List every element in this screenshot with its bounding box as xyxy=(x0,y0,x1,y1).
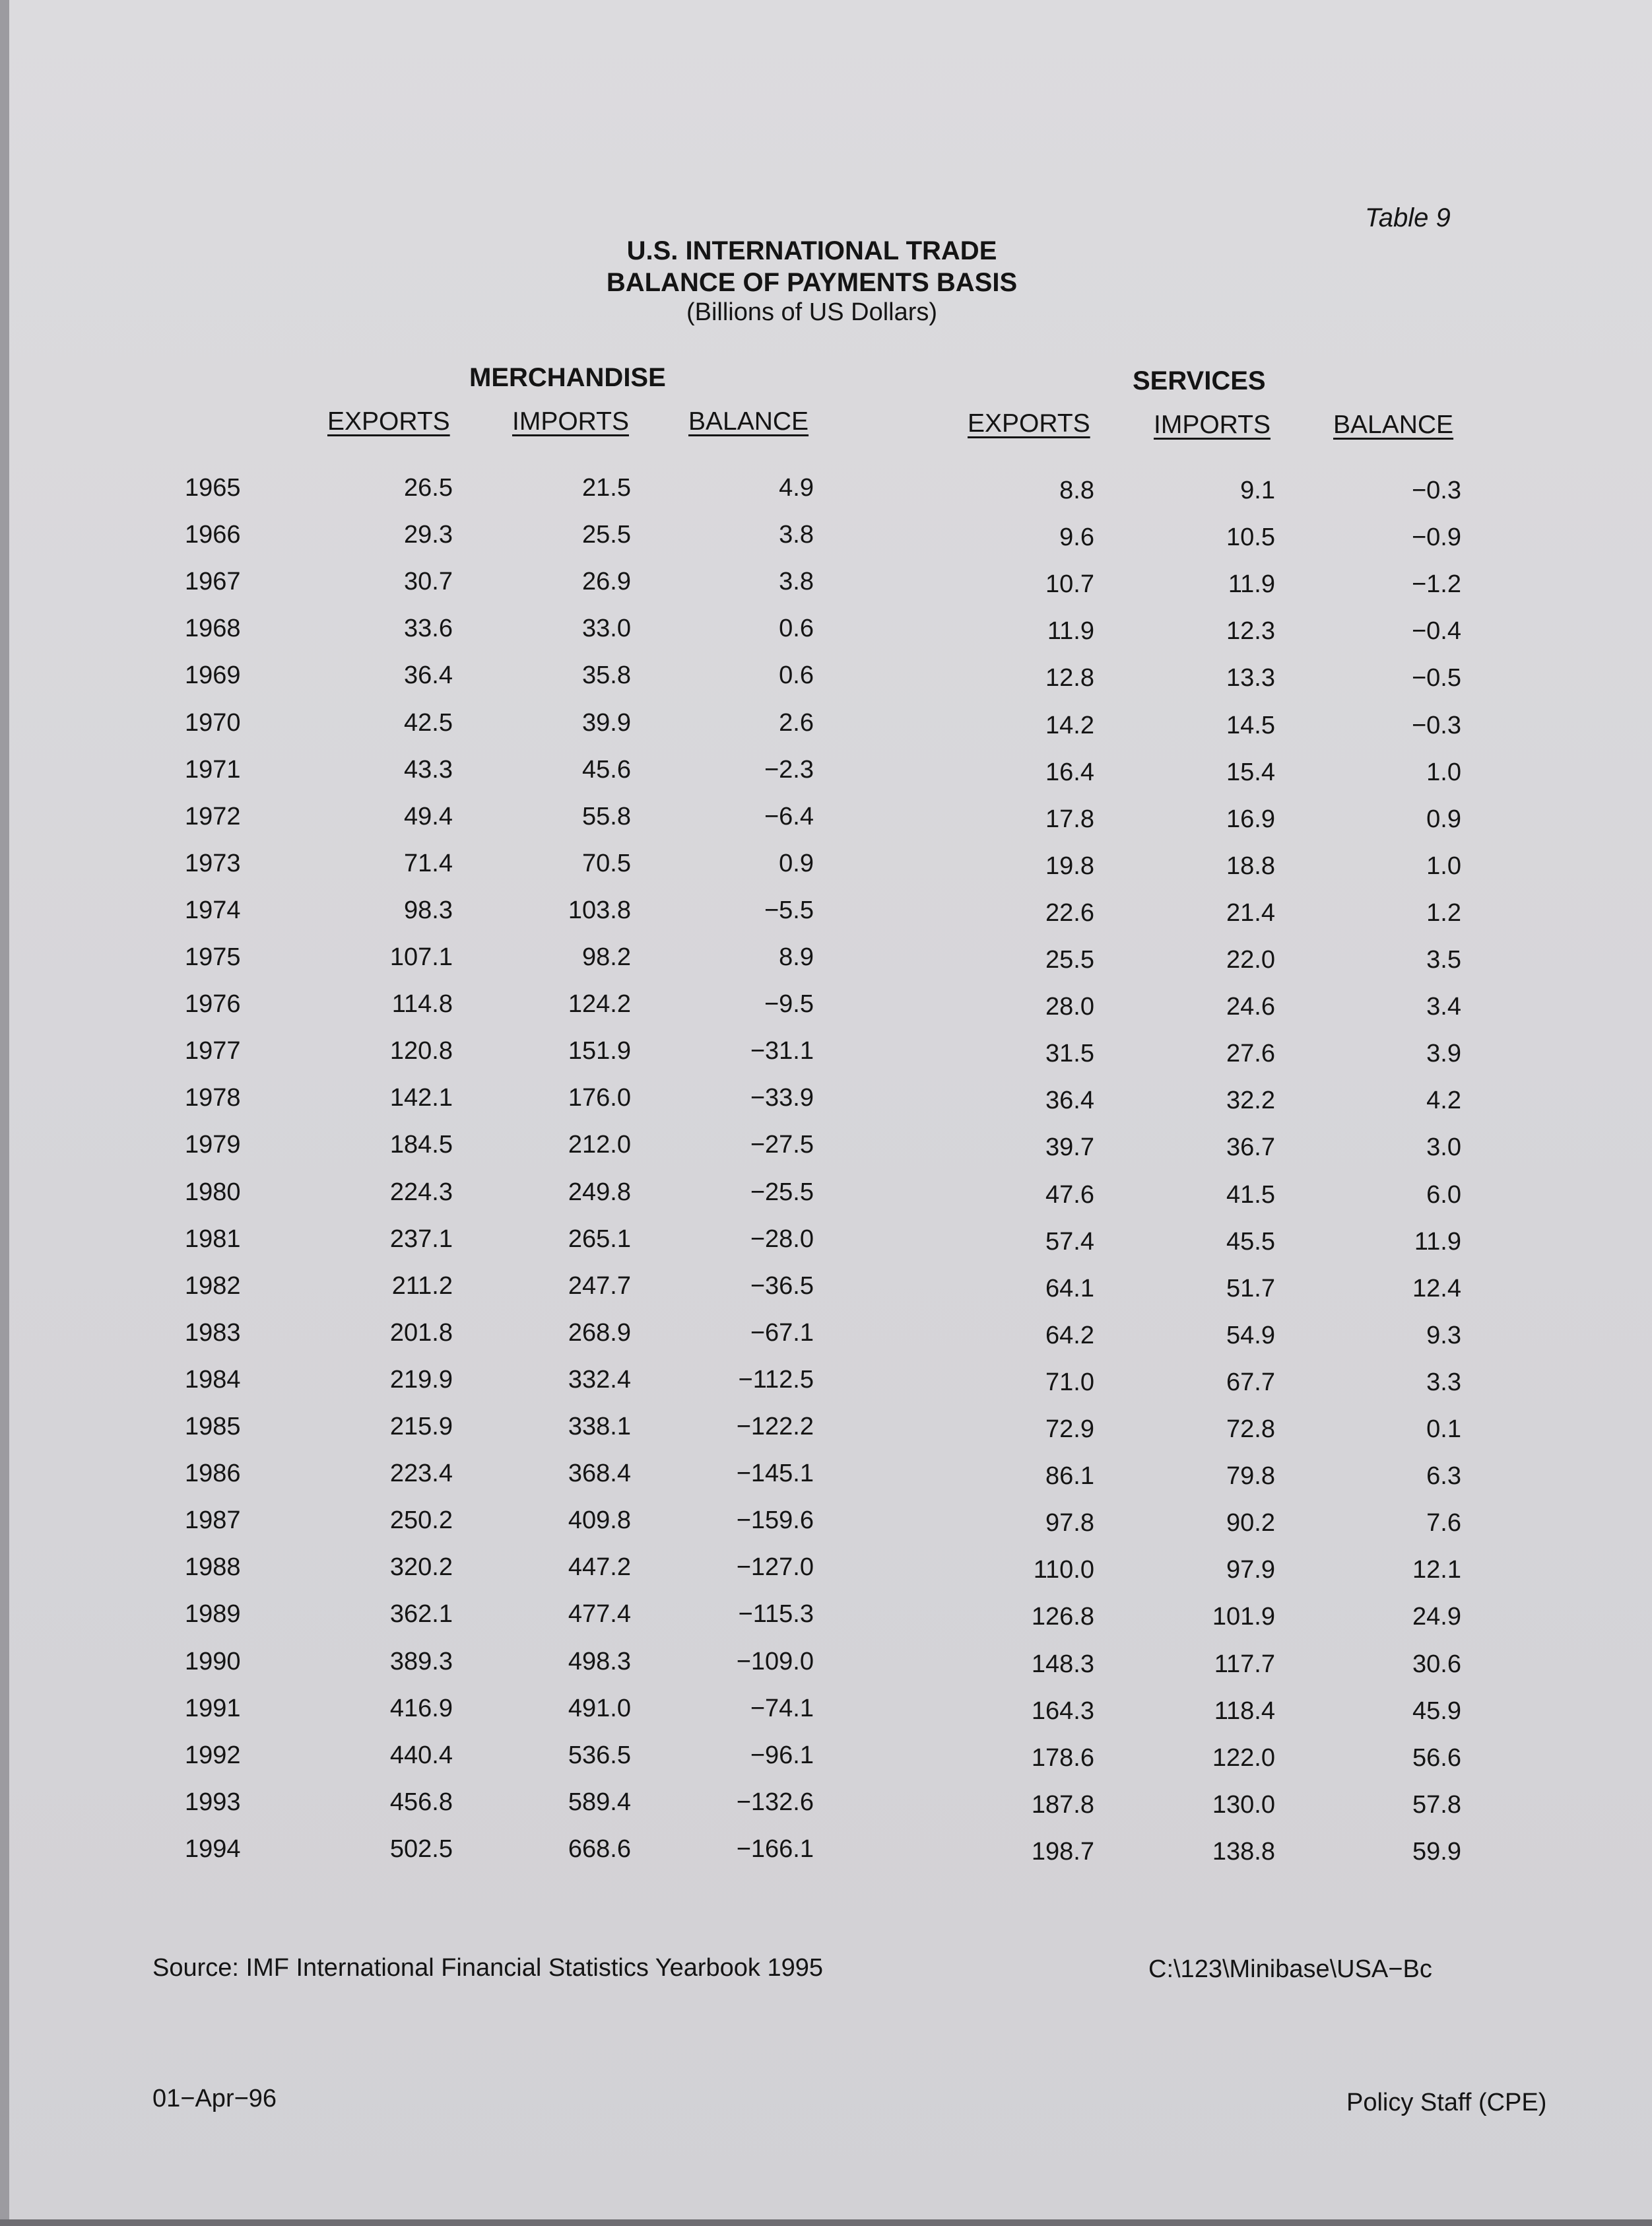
merch-imports-cell: 35.8 xyxy=(582,661,631,690)
serv-imports-cell: 15.4 xyxy=(1226,758,1275,786)
year-cell: 1969 xyxy=(185,661,241,690)
year-cell: 1988 xyxy=(185,1553,241,1582)
serv-imports-cell: 16.9 xyxy=(1226,805,1275,833)
year-cell: 1975 xyxy=(185,943,241,971)
merch-balance-cell: −132.6 xyxy=(736,1788,814,1816)
serv-imports-cell: 41.5 xyxy=(1226,1180,1275,1209)
year-cell: 1970 xyxy=(185,708,241,737)
merch-exports-cell: 223.4 xyxy=(389,1460,453,1488)
serv-exports-cell: 64.2 xyxy=(1045,1321,1094,1349)
serv-balance-cell: 3.0 xyxy=(1426,1133,1461,1162)
merch-balance-cell: −74.1 xyxy=(750,1694,814,1722)
serv-balance-cell: 3.3 xyxy=(1426,1368,1461,1396)
year-cell: 1992 xyxy=(185,1741,241,1769)
serv-imports-cell: 90.2 xyxy=(1226,1509,1275,1537)
serv-imports-cell: 45.5 xyxy=(1226,1227,1275,1256)
merch-balance-cell: −5.5 xyxy=(764,896,814,924)
merch-balance-cell: −159.6 xyxy=(736,1506,814,1535)
merch-imports-cell: 668.6 xyxy=(568,1835,631,1863)
merchandise-imports-header: IMPORTS xyxy=(512,407,629,436)
merch-balance-cell: −109.0 xyxy=(736,1647,814,1675)
serv-balance-cell: 45.9 xyxy=(1412,1697,1461,1725)
serv-imports-cell: 67.7 xyxy=(1226,1368,1275,1396)
year-cell: 1989 xyxy=(185,1600,241,1629)
year-cell: 1980 xyxy=(185,1178,241,1206)
year-cell: 1977 xyxy=(185,1037,241,1065)
serv-balance-cell: −0.9 xyxy=(1411,523,1461,552)
merch-exports-cell: 43.3 xyxy=(404,755,453,784)
merch-imports-cell: 151.9 xyxy=(568,1037,631,1065)
serv-imports-cell: 51.7 xyxy=(1226,1274,1275,1302)
serv-balance-cell: 1.2 xyxy=(1426,898,1461,927)
merch-balance-cell: −28.0 xyxy=(750,1225,814,1253)
scan-edge-bottom xyxy=(0,2219,1652,2226)
author-line: Policy Staff (CPE) xyxy=(1346,2089,1547,2116)
year-cell: 1983 xyxy=(185,1318,241,1347)
serv-balance-cell: 12.1 xyxy=(1412,1556,1461,1584)
merch-imports-cell: 368.4 xyxy=(568,1460,631,1488)
year-cell: 1966 xyxy=(185,521,241,549)
merch-imports-cell: 39.9 xyxy=(582,708,631,737)
merch-imports-cell: 332.4 xyxy=(568,1365,631,1394)
merch-imports-cell: 176.0 xyxy=(568,1084,631,1112)
merch-balance-cell: −96.1 xyxy=(750,1741,814,1769)
merch-exports-cell: 98.3 xyxy=(404,896,453,924)
merch-exports-cell: 26.5 xyxy=(404,474,453,502)
merch-exports-cell: 250.2 xyxy=(389,1506,453,1535)
serv-balance-cell: −0.3 xyxy=(1411,477,1461,504)
serv-balance-cell: 0.1 xyxy=(1426,1415,1461,1443)
serv-imports-cell: 130.0 xyxy=(1212,1790,1275,1819)
merch-balance-cell: −6.4 xyxy=(764,802,814,830)
serv-exports-cell: 28.0 xyxy=(1045,993,1094,1021)
year-cell: 1972 xyxy=(185,802,241,830)
merch-imports-cell: 124.2 xyxy=(568,990,631,1019)
serv-balance-cell: 24.9 xyxy=(1412,1603,1461,1631)
year-cell: 1976 xyxy=(185,990,241,1019)
year-cell: 1981 xyxy=(185,1225,241,1253)
services-heading: SERVICES xyxy=(1133,366,1266,395)
serv-exports-cell: 86.1 xyxy=(1045,1462,1094,1491)
merch-imports-cell: 447.2 xyxy=(568,1553,631,1582)
merch-balance-cell: −2.3 xyxy=(764,755,814,784)
serv-exports-cell: 198.7 xyxy=(1031,1837,1094,1866)
serv-balance-cell: 11.9 xyxy=(1414,1227,1461,1256)
serv-exports-cell: 187.8 xyxy=(1031,1790,1094,1819)
serv-balance-cell: 3.9 xyxy=(1426,1040,1461,1068)
merch-imports-cell: 536.5 xyxy=(568,1741,631,1769)
merch-balance-cell: −31.1 xyxy=(750,1037,814,1065)
serv-imports-cell: 13.3 xyxy=(1226,664,1275,692)
serv-exports-cell: 8.8 xyxy=(1059,477,1094,504)
merch-exports-cell: 224.3 xyxy=(389,1178,453,1206)
serv-imports-cell: 138.8 xyxy=(1212,1837,1275,1866)
serv-imports-cell: 32.2 xyxy=(1226,1087,1275,1115)
merch-exports-cell: 142.1 xyxy=(389,1084,453,1112)
file-path: C:\123\Minibase\USA−Bc xyxy=(1148,1955,1432,1983)
serv-balance-cell: 1.0 xyxy=(1426,758,1461,786)
serv-balance-cell: −0.3 xyxy=(1411,711,1461,739)
serv-imports-cell: 101.9 xyxy=(1212,1603,1275,1631)
serv-balance-cell: 1.0 xyxy=(1426,852,1461,880)
services-exports-header: EXPORTS xyxy=(968,409,1090,438)
merch-exports-cell: 120.8 xyxy=(389,1037,453,1065)
merch-balance-cell: −112.5 xyxy=(738,1365,814,1394)
serv-imports-cell: 22.0 xyxy=(1226,946,1275,974)
table-number: Table 9 xyxy=(1365,203,1451,232)
serv-exports-cell: 39.7 xyxy=(1045,1133,1094,1162)
year-cell: 1979 xyxy=(185,1131,241,1159)
serv-exports-cell: 148.3 xyxy=(1031,1650,1094,1678)
merch-imports-cell: 477.4 xyxy=(568,1600,631,1629)
year-cell: 1968 xyxy=(185,615,241,643)
scan-edge-left xyxy=(0,0,9,2226)
merch-exports-cell: 30.7 xyxy=(404,568,453,596)
merch-balance-cell: 3.8 xyxy=(779,568,814,596)
serv-imports-cell: 12.3 xyxy=(1226,617,1275,646)
year-cell: 1991 xyxy=(185,1694,241,1722)
merch-exports-cell: 320.2 xyxy=(389,1553,453,1582)
merch-balance-cell: −9.5 xyxy=(764,990,814,1019)
serv-exports-cell: 10.7 xyxy=(1045,570,1094,599)
merch-balance-cell: −127.0 xyxy=(736,1553,814,1582)
merch-imports-cell: 55.8 xyxy=(582,802,631,830)
merch-exports-cell: 71.4 xyxy=(404,849,453,877)
merch-imports-cell: 25.5 xyxy=(582,521,631,549)
merch-balance-cell: −166.1 xyxy=(736,1835,814,1863)
year-cell: 1978 xyxy=(185,1084,241,1112)
serv-balance-cell: 57.8 xyxy=(1412,1790,1461,1819)
year-cell: 1971 xyxy=(185,755,241,784)
year-cell: 1987 xyxy=(185,1506,241,1535)
serv-balance-cell: 30.6 xyxy=(1412,1650,1461,1678)
year-cell: 1982 xyxy=(185,1271,241,1300)
year-cell: 1985 xyxy=(185,1413,241,1440)
merch-exports-cell: 440.4 xyxy=(389,1741,453,1769)
merch-exports-cell: 114.8 xyxy=(391,990,453,1019)
merch-balance-cell: −25.5 xyxy=(750,1178,814,1206)
serv-imports-cell: 24.6 xyxy=(1226,993,1275,1021)
year-cell: 1984 xyxy=(185,1365,241,1394)
merch-exports-cell: 29.3 xyxy=(404,521,453,549)
merch-imports-cell: 498.3 xyxy=(568,1647,631,1675)
merch-exports-cell: 107.1 xyxy=(389,943,453,971)
serv-balance-cell: −0.4 xyxy=(1411,617,1461,646)
serv-exports-cell: 71.0 xyxy=(1045,1368,1094,1396)
serv-exports-cell: 178.6 xyxy=(1031,1743,1094,1772)
merch-exports-cell: 416.9 xyxy=(389,1694,453,1722)
document-date: 01−Apr−96 xyxy=(152,2085,277,2112)
year-cell: 1986 xyxy=(185,1460,241,1488)
serv-balance-cell: 0.9 xyxy=(1426,805,1461,833)
serv-imports-cell: 118.4 xyxy=(1214,1697,1275,1725)
merch-imports-cell: 247.7 xyxy=(568,1271,631,1300)
serv-exports-cell: 110.0 xyxy=(1033,1556,1094,1584)
serv-exports-cell: 57.4 xyxy=(1045,1227,1094,1256)
merchandise-exports-header: EXPORTS xyxy=(327,407,450,436)
serv-exports-cell: 72.9 xyxy=(1045,1415,1094,1443)
merch-exports-cell: 456.8 xyxy=(389,1788,453,1816)
serv-balance-cell: 3.4 xyxy=(1426,993,1461,1021)
merch-exports-cell: 36.4 xyxy=(404,661,453,690)
merch-balance-cell: −27.5 xyxy=(750,1131,814,1159)
merchandise-balance-header: BALANCE xyxy=(688,407,809,436)
merch-imports-cell: 70.5 xyxy=(582,849,631,877)
services-imports-header: IMPORTS xyxy=(1154,411,1271,439)
merch-balance-cell: −33.9 xyxy=(750,1084,814,1112)
merch-imports-cell: 98.2 xyxy=(582,943,631,971)
serv-exports-cell: 31.5 xyxy=(1045,1040,1094,1068)
serv-exports-cell: 126.8 xyxy=(1031,1603,1094,1631)
serv-imports-cell: 14.5 xyxy=(1226,711,1275,739)
merch-balance-cell: 8.9 xyxy=(779,943,814,971)
serv-balance-cell: 3.5 xyxy=(1426,946,1461,974)
serv-balance-cell: −1.2 xyxy=(1411,570,1461,599)
year-cell: 1994 xyxy=(185,1835,241,1863)
serv-exports-cell: 12.8 xyxy=(1045,664,1094,692)
serv-balance-cell: 59.9 xyxy=(1412,1837,1461,1866)
merch-exports-cell: 215.9 xyxy=(389,1413,453,1440)
year-cell: 1974 xyxy=(185,896,241,924)
merch-exports-cell: 33.6 xyxy=(404,615,453,643)
merch-imports-cell: 45.6 xyxy=(582,755,631,784)
serv-exports-cell: 16.4 xyxy=(1045,758,1094,786)
serv-exports-cell: 97.8 xyxy=(1045,1509,1094,1537)
merch-balance-cell: 4.9 xyxy=(779,474,814,502)
merch-balance-cell: −115.3 xyxy=(738,1600,814,1629)
serv-imports-cell: 122.0 xyxy=(1212,1743,1275,1772)
serv-balance-cell: 12.4 xyxy=(1412,1274,1461,1302)
merch-imports-cell: 338.1 xyxy=(568,1413,631,1440)
merch-exports-cell: 201.8 xyxy=(389,1318,453,1347)
merchandise-heading: MERCHANDISE xyxy=(469,363,666,392)
merch-exports-cell: 211.2 xyxy=(391,1271,453,1300)
merch-exports-cell: 362.1 xyxy=(389,1600,453,1629)
merch-imports-cell: 26.9 xyxy=(582,568,631,596)
serv-balance-cell: 6.3 xyxy=(1426,1462,1461,1491)
merch-balance-cell: 0.9 xyxy=(779,849,814,877)
merch-exports-cell: 49.4 xyxy=(404,802,453,830)
serv-imports-cell: 117.7 xyxy=(1214,1650,1275,1678)
title-line-2: BALANCE OF PAYMENTS BASIS xyxy=(606,268,1018,297)
title-line-1: U.S. INTERNATIONAL TRADE xyxy=(626,236,997,265)
merch-exports-cell: 502.5 xyxy=(389,1835,453,1863)
year-cell: 1965 xyxy=(185,474,241,502)
serv-imports-cell: 36.7 xyxy=(1226,1133,1275,1162)
merch-exports-cell: 219.9 xyxy=(389,1365,453,1394)
serv-exports-cell: 25.5 xyxy=(1045,946,1094,974)
merch-balance-cell: −36.5 xyxy=(750,1271,814,1300)
merch-imports-cell: 21.5 xyxy=(582,474,631,502)
serv-imports-cell: 72.8 xyxy=(1226,1415,1275,1443)
serv-balance-cell: 7.6 xyxy=(1426,1509,1461,1537)
merch-balance-cell: 0.6 xyxy=(779,615,814,643)
merch-balance-cell: −145.1 xyxy=(736,1460,814,1488)
year-cell: 1993 xyxy=(185,1788,241,1816)
merch-imports-cell: 265.1 xyxy=(568,1225,631,1253)
merch-exports-cell: 389.3 xyxy=(389,1647,453,1675)
serv-exports-cell: 22.6 xyxy=(1045,898,1094,927)
merch-imports-cell: 103.8 xyxy=(568,896,631,924)
serv-imports-cell: 97.9 xyxy=(1226,1556,1275,1584)
merch-exports-cell: 237.1 xyxy=(389,1225,453,1253)
merch-balance-cell: 2.6 xyxy=(779,708,814,737)
serv-imports-cell: 27.6 xyxy=(1226,1040,1275,1068)
merch-imports-cell: 249.8 xyxy=(568,1178,631,1206)
services-balance-header: BALANCE xyxy=(1333,411,1454,439)
serv-balance-cell: 9.3 xyxy=(1426,1321,1461,1349)
title-line-3: (Billions of US Dollars) xyxy=(686,298,938,326)
merch-imports-cell: 589.4 xyxy=(568,1788,631,1816)
serv-imports-cell: 11.9 xyxy=(1228,570,1275,599)
merch-imports-cell: 491.0 xyxy=(568,1694,631,1722)
merch-balance-cell: −122.2 xyxy=(736,1413,814,1440)
serv-exports-cell: 19.8 xyxy=(1045,852,1094,880)
year-cell: 1967 xyxy=(185,568,241,596)
merch-balance-cell: −67.1 xyxy=(750,1318,814,1347)
serv-exports-cell: 64.1 xyxy=(1045,1274,1094,1302)
year-cell: 1990 xyxy=(185,1647,241,1675)
serv-imports-cell: 54.9 xyxy=(1226,1321,1275,1349)
serv-exports-cell: 11.9 xyxy=(1047,617,1094,646)
merch-imports-cell: 33.0 xyxy=(582,615,631,643)
serv-imports-cell: 10.5 xyxy=(1226,523,1275,552)
serv-exports-cell: 14.2 xyxy=(1045,711,1094,739)
year-cell: 1973 xyxy=(185,849,241,877)
merch-imports-cell: 409.8 xyxy=(568,1506,631,1535)
serv-imports-cell: 9.1 xyxy=(1240,477,1275,504)
source-note: Source: IMF International Financial Statistics Yearbook 1995 xyxy=(152,1954,824,1982)
serv-exports-cell: 36.4 xyxy=(1045,1087,1094,1115)
merch-exports-cell: 184.5 xyxy=(389,1131,453,1159)
serv-imports-cell: 18.8 xyxy=(1226,852,1275,880)
merch-balance-cell: 0.6 xyxy=(779,661,814,690)
serv-imports-cell: 79.8 xyxy=(1226,1462,1275,1491)
merch-balance-cell: 3.8 xyxy=(779,521,814,549)
merch-exports-cell: 42.5 xyxy=(404,708,453,737)
serv-imports-cell: 21.4 xyxy=(1226,898,1275,927)
serv-exports-cell: 164.3 xyxy=(1031,1697,1094,1725)
serv-exports-cell: 17.8 xyxy=(1045,805,1094,833)
merch-imports-cell: 212.0 xyxy=(568,1131,631,1159)
serv-balance-cell: 4.2 xyxy=(1426,1087,1461,1115)
serv-exports-cell: 9.6 xyxy=(1059,523,1094,552)
serv-balance-cell: 56.6 xyxy=(1412,1743,1461,1772)
serv-balance-cell: 6.0 xyxy=(1426,1180,1461,1209)
serv-balance-cell: −0.5 xyxy=(1411,664,1461,692)
serv-exports-cell: 47.6 xyxy=(1045,1180,1094,1209)
merch-imports-cell: 268.9 xyxy=(568,1318,631,1347)
